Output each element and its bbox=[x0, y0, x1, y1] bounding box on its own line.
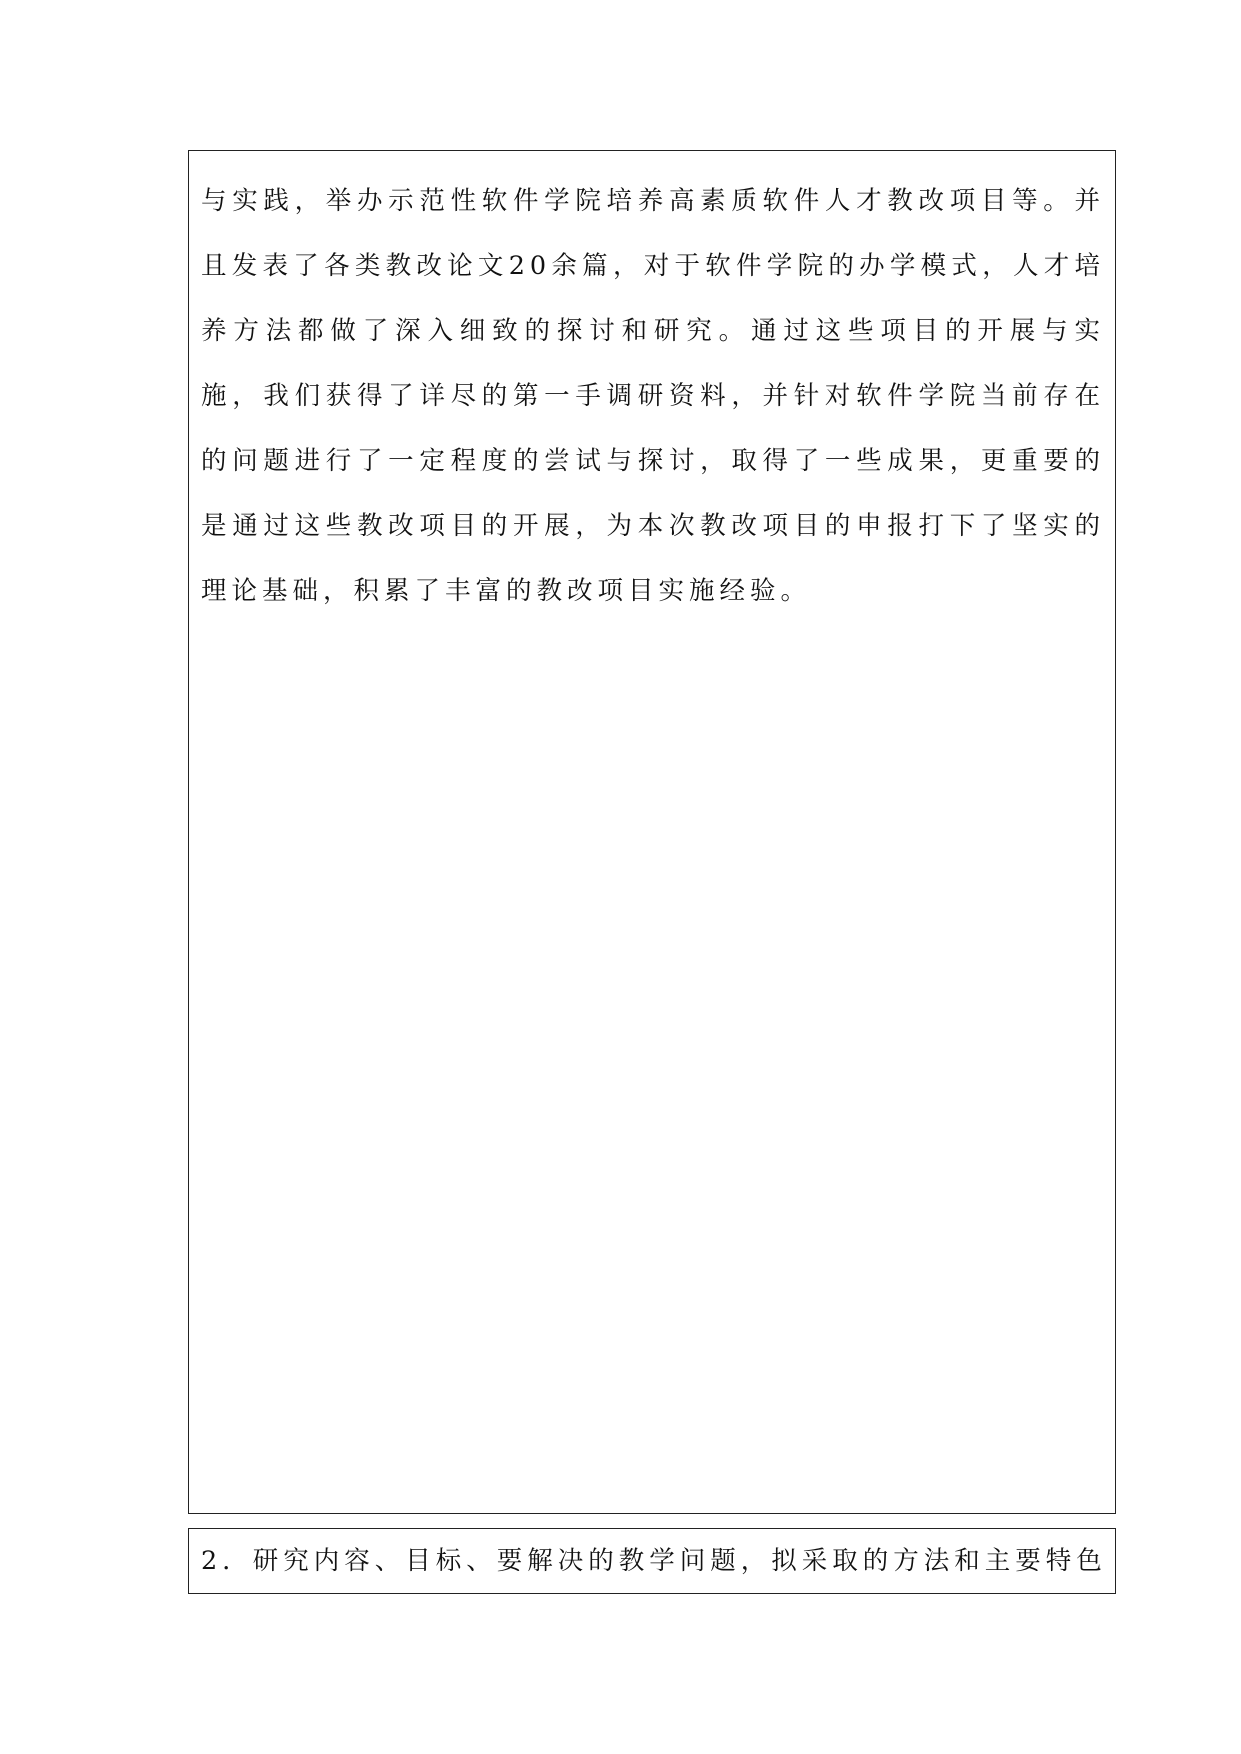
section-heading-cell bbox=[188, 1528, 1116, 1594]
body-paragraph: 与实践，举办示范性软件学院培养高素质软件人才教改项目等。并且发表了各类教改论文20余篇，对于软件学院的办学模式，人才培养方法都做了深入细致的探讨和研究。通过这些项目的开展与实施，我们获得了详尽的第一手调研资料，并针对软件学院当前存在的问题进行了一定程度的尝试与探讨，取得了一些成果，更重要的是通过这些教改项目的开展，为本次教改项目的申报打下了坚实的理论基础，积累了丰富的教改项目实施经验。 bbox=[201, 186, 1105, 606]
content-table-cell bbox=[188, 150, 1116, 1514]
section-heading: 2．研究内容、目标、要解决的教学问题，拟采取的方法和主要特色 bbox=[201, 1546, 1107, 1576]
